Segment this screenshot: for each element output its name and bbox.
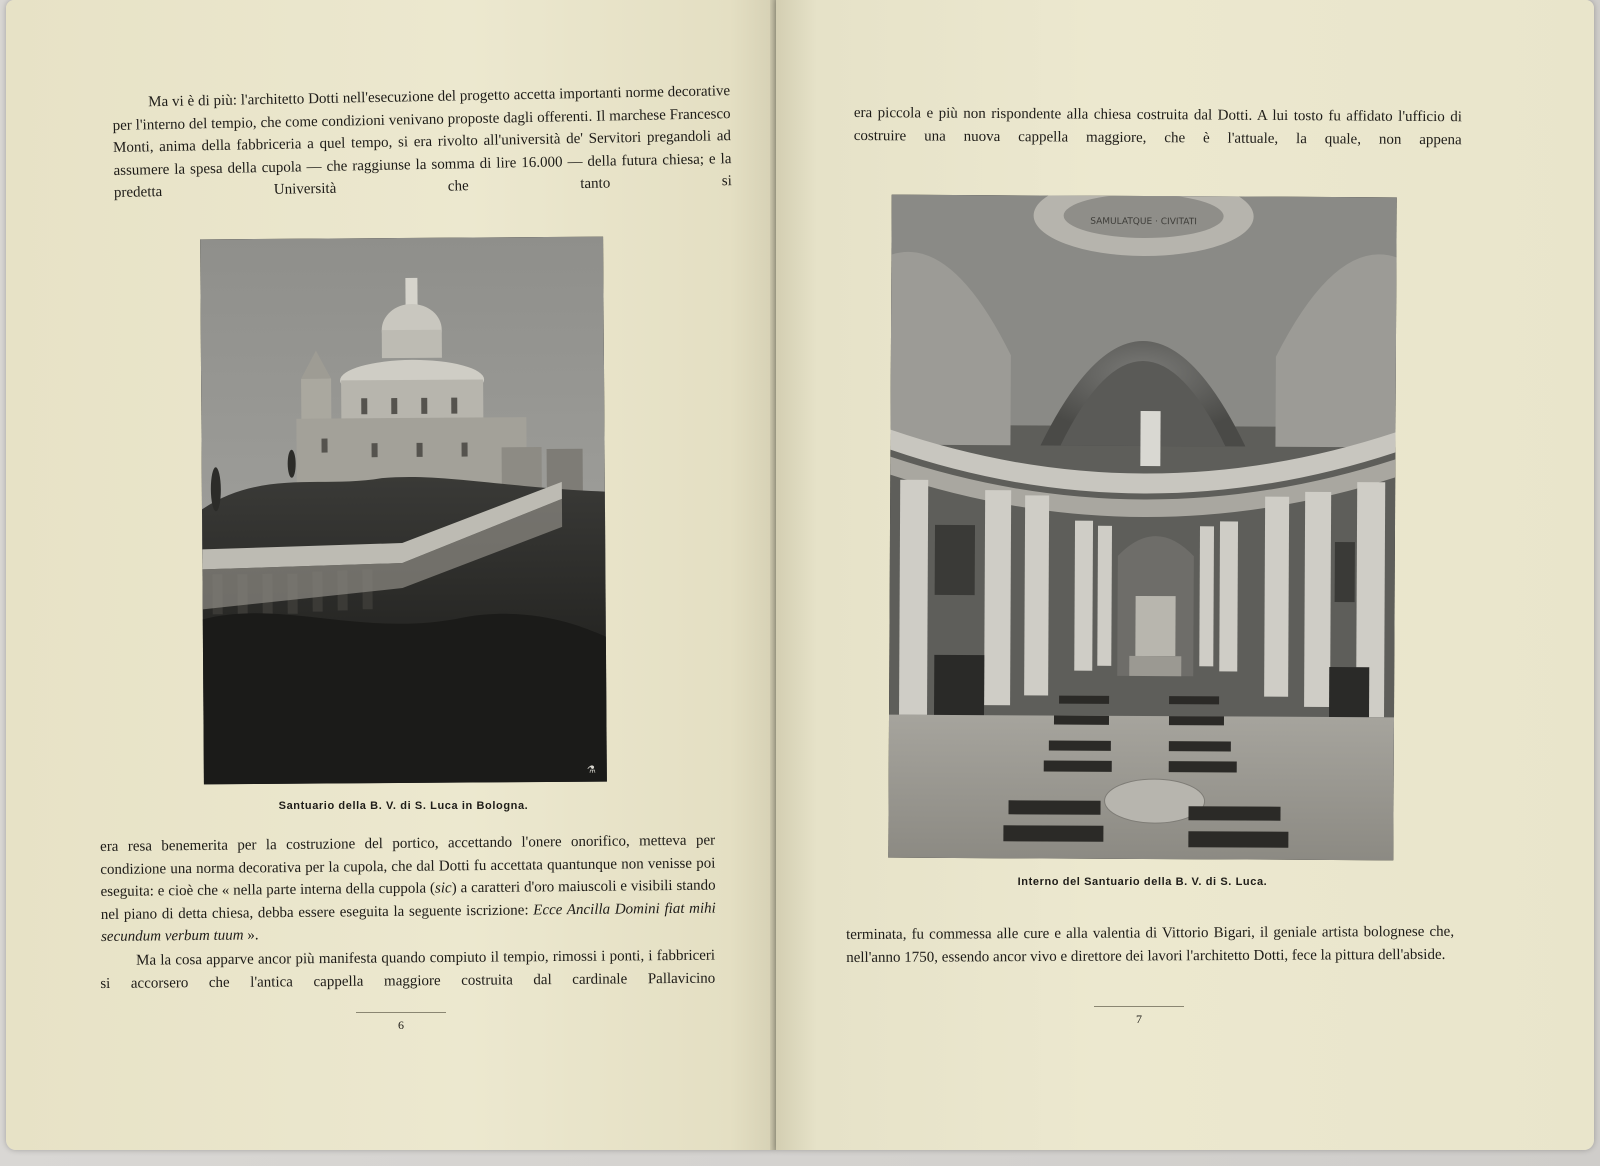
left-bottom-text-1: era resa benemerita per la costruzione del portico, accettando l'onere onorifico, metteva per condizione una norma decorativa per la cupola, che dal Dotti fu accettata quantunque non venisse poi eseguita: e cioè che « nella parte interna della cuppola ( (100, 832, 716, 900)
sanctuary-interior-photo (888, 195, 1396, 861)
sic-italic: sic (434, 880, 452, 897)
sanctuary-interior-illustration (888, 195, 1396, 861)
left-bottom-text-2: ) a caratteri d'oro maiuscoli e visibili stando nel piano di detta chiesa, debba essere eseguita la seguente iscrizione: (100, 877, 716, 923)
right-page (776, 0, 1594, 1150)
left-top-paragraph: Ma vi è di più: l'architetto Dotti nell'esecuzione del progetto accetta importanti norme decorative per l'interno del tempio, che come condizioni venivano proposte dagli offerenti. Il marchese Francesco Monti, anima della fabbriceria a quel tempo, si era rivolto all'università de' Servitori pregandoli ad assumere la spesa della cupola — che raggiunse la somma di lire 16.000 — della futura chiesa; e la predetta Università che tanto si (112, 83, 732, 201)
left-bottom-text-3: ». (243, 927, 259, 944)
left-page-rule (356, 1012, 446, 1013)
interior-photo-caption: Interno del Santuario della B. V. di S. Luca. (1017, 876, 1268, 888)
latin-inscription: Ecce Ancilla Domini fiat mihi secundum verbum tuum (100, 900, 716, 945)
left-second-paragraph: Ma la cosa apparve ancor più manifesta quando compiuto il tempio, rimossi i ponti, i fabbriceri si accorsero che l'antica cappella maggiore costruita dal cardinale Pallavicino (100, 947, 716, 992)
svg-text:⚗: ⚗ (586, 764, 596, 776)
exterior-photo-caption: Santuario della B. V. di S. Luca in Bologna. (278, 800, 529, 812)
sanctuary-exterior-photo (200, 237, 607, 785)
left-bottom-paragraph (100, 830, 716, 949)
right-page-rule (1094, 1006, 1184, 1007)
right-top-paragraph: era piccola e più non rispondente alla chiesa costruita dal Dotti. A lui tosto fu affidato l'ufficio di costruire una nuova cappella maggiore, che è l'attuale, la quale, non appena (853, 104, 1462, 148)
sanctuary-exterior-illustration (200, 237, 607, 785)
vault-inscription: SAMULATQUE · CIVITATI (1090, 216, 1197, 228)
left-page-number: 6 (398, 1018, 404, 1032)
right-page-number: 7 (1136, 1012, 1142, 1026)
right-bottom-paragraph: terminata, fu commessa alle cure e alla valentia di Vittorio Bigari, il geniale artista bolognese che, nell'anno 1750, essendo ancor vivo e direttore dei lavori l'architetto Dotti, fece la pittura dell'abside. (846, 923, 1455, 966)
left-page (6, 0, 776, 1150)
